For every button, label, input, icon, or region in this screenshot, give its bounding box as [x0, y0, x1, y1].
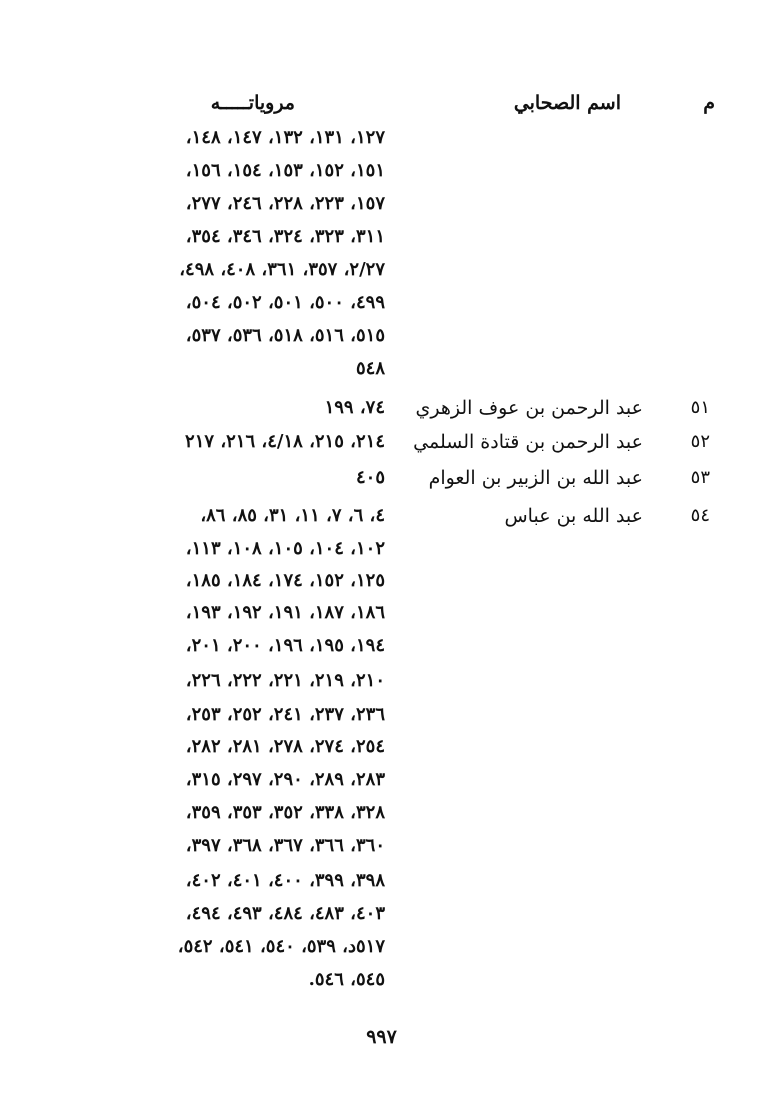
narration-line: ٢١٠، ٢١٩، ٢٢١، ٢٢٢، ٢٢٦، [185, 670, 385, 691]
entry-number: ٥٢ [690, 431, 710, 452]
narration-line: ١٨٦، ١٨٧، ١٩١، ١٩٢، ١٩٣، [185, 602, 385, 623]
narration-line: ٢/٢٧، ٣٥٧، ٣٦١، ٤٠٨، ٤٩٨، [179, 259, 385, 280]
narration-line: ٧٤، ١٩٩ [324, 397, 385, 418]
companion-name: عبد الله بن عباس [504, 505, 643, 527]
narration-line: ٢٣٦، ٢٣٧، ٢٤١، ٢٥٢، ٢٥٣، [185, 704, 385, 725]
narration-line: ٣٦٠، ٣٦٦، ٣٦٧، ٣٦٨، ٣٩٧، [185, 835, 385, 856]
page-number: ٩٩٧ [366, 1026, 397, 1048]
column-header-number: م [703, 92, 715, 114]
narration-line: ٤٠٥ [355, 467, 385, 488]
narration-line: ٤٠٣، ٤٨٣، ٤٨٤، ٤٩٣، ٤٩٤، [185, 903, 385, 924]
narration-line: ٥١٥، ٥١٦، ٥١٨، ٥٣٦، ٥٣٧، [185, 325, 385, 346]
entry-number: ٥٣ [690, 467, 710, 488]
narration-line: ١٥١، ١٥٢، ١٥٣، ١٥٤، ١٥٦، [185, 160, 385, 181]
companion-name: عبد الرحمن بن عوف الزهري [415, 397, 643, 419]
companion-name: عبد الله بن الزبير بن العوام [428, 467, 643, 489]
narration-line: ٥١٧د، ٥٣٩، ٥٤٠، ٥٤١، ٥٤٢، [177, 936, 385, 957]
entry-number: ٥١ [690, 397, 710, 418]
narration-line: ٢١٤، ٢١٥، ٤/١٨، ٢١٦، ٢١٧ [185, 431, 385, 452]
narration-line: ٤، ٦، ٧، ١١، ٣١، ٨٥، ٨٦، [200, 505, 385, 526]
narration-line: ٥٤٥، ٥٤٦. [308, 969, 385, 990]
narration-line: ١٢٧، ١٣١، ١٣٢، ١٤٧، ١٤٨، [185, 127, 385, 148]
column-header-companion-name: اسم الصحابي [513, 92, 621, 114]
narration-line: ١٥٧، ٢٢٣، ٢٢٨، ٢٤٦، ٢٧٧، [185, 193, 385, 214]
narration-line: ٢٨٣، ٢٨٩، ٢٩٠، ٢٩٧، ٣١٥، [185, 769, 385, 790]
narration-line: ٥٤٨ [355, 358, 385, 379]
column-header-narrations: مروياتـــــه [210, 92, 295, 114]
companion-name: عبد الرحمن بن قتادة السلمي [413, 431, 643, 453]
narration-line: ٢٥٤، ٢٧٤، ٢٧٨، ٢٨١، ٢٨٢، [185, 736, 385, 757]
narration-line: ٣٩٨، ٣٩٩، ٤٠٠، ٤٠١، ٤٠٢، [185, 870, 385, 891]
narration-line: ١٠٢، ١٠٤، ١٠٥، ١٠٨، ١١٣، [185, 538, 385, 559]
narration-line: ١٩٤، ١٩٥، ١٩٦، ٢٠٠، ٢٠١، [185, 635, 385, 656]
narration-line: ٤٩٩، ٥٠٠، ٥٠١، ٥٠٢، ٥٠٤، [185, 292, 385, 313]
narration-line: ٣١١، ٣٢٣، ٣٢٤، ٣٤٦، ٣٥٤، [185, 226, 385, 247]
entry-number: ٥٤ [690, 505, 710, 526]
narration-line: ٣٢٨، ٣٣٨، ٣٥٢، ٣٥٣، ٣٥٩، [185, 802, 385, 823]
narration-line: ١٢٥، ١٥٢، ١٧٤، ١٨٤، ١٨٥، [185, 570, 385, 591]
